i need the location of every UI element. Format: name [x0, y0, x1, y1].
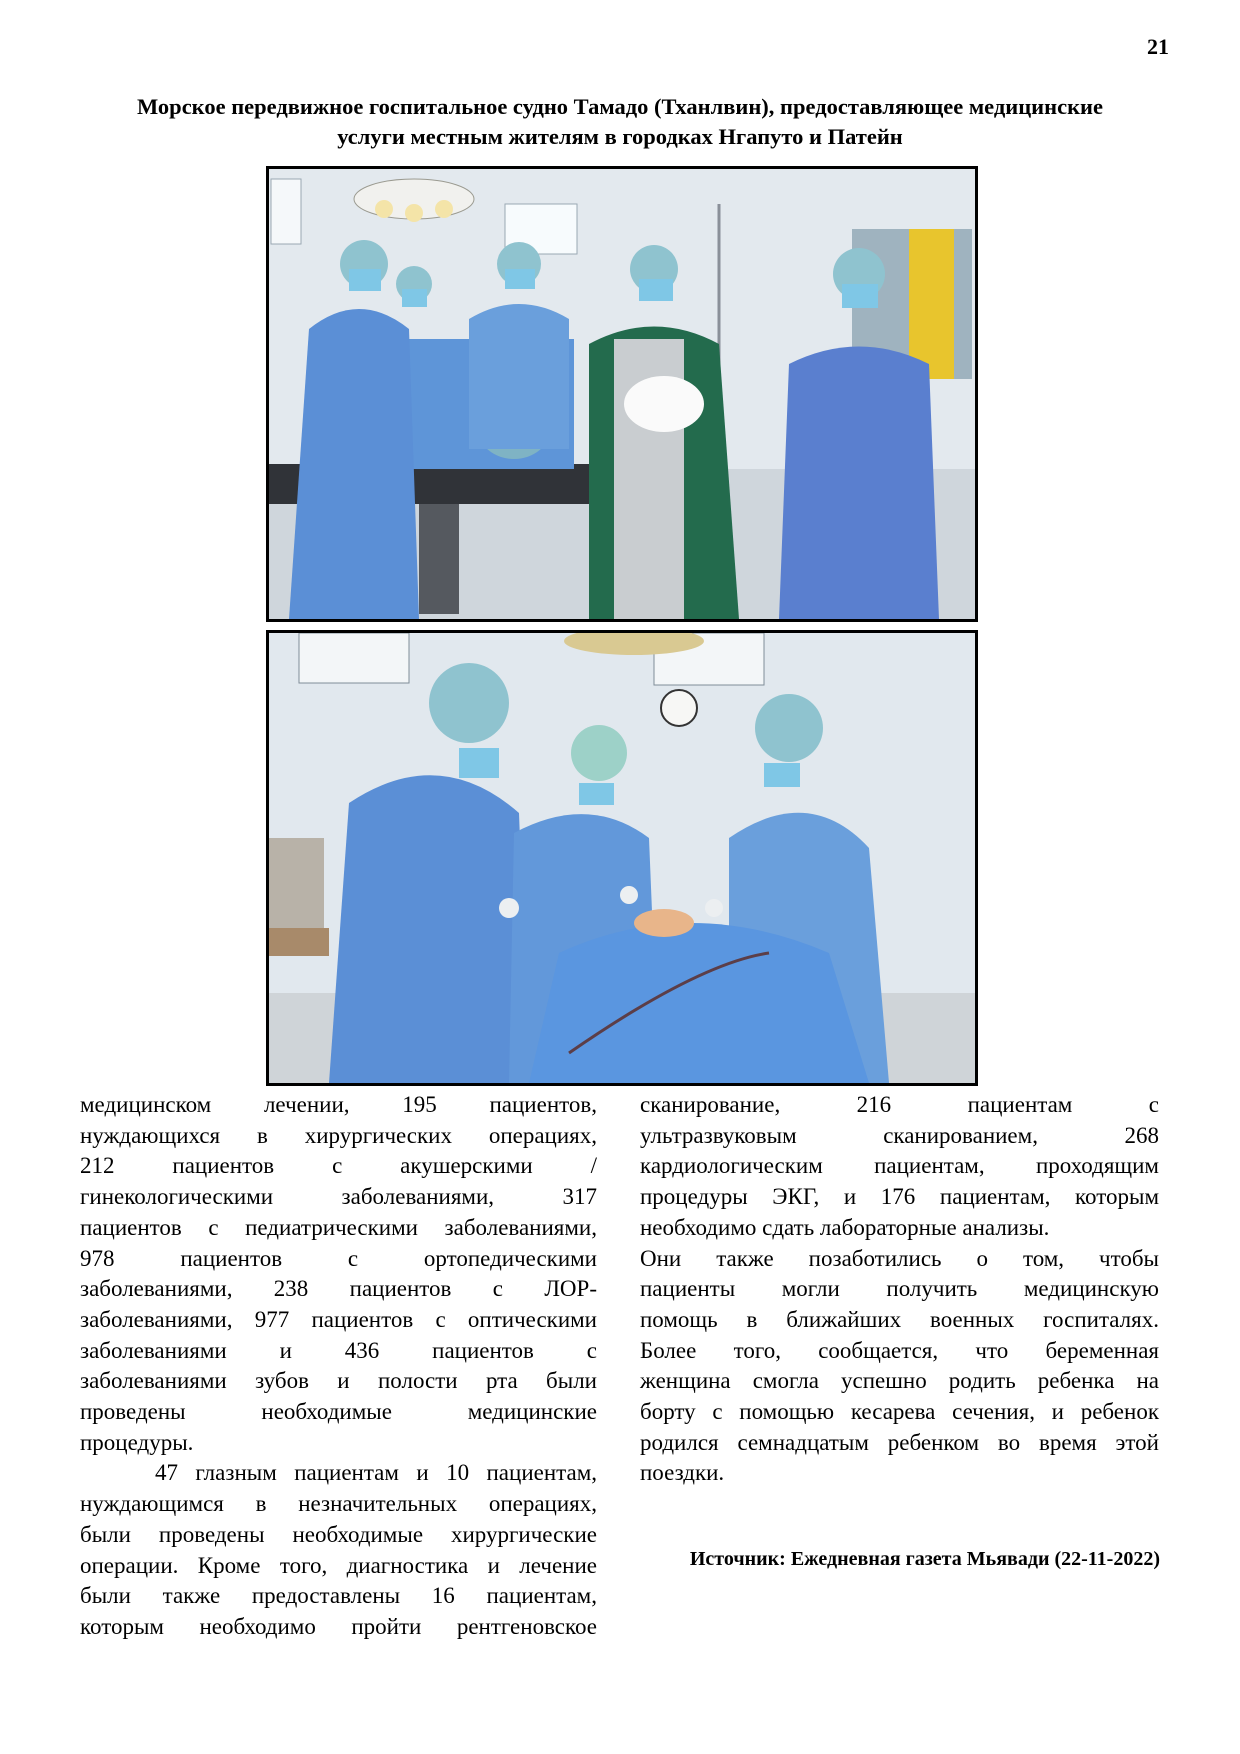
headline-line-2: услуги местным жителям в городках Нгапуто и Патейн — [337, 124, 903, 149]
text-line: ультразвуковым сканированием, 268 — [640, 1122, 1159, 1148]
page-number: 21 — [1147, 34, 1169, 59]
photo-medical-team-with-newborn — [266, 166, 978, 622]
article-headline — [60, 92, 1180, 152]
text-line: 212 пациентов с акушерскими / — [80, 1153, 597, 1179]
text-line: родился семнадцатым ребенком во время этой — [640, 1429, 1159, 1455]
text-line: заболеваниями, 977 пациентов с оптическими — [80, 1306, 597, 1332]
text-line: поездки. — [640, 1460, 725, 1486]
article-right-column — [640, 1090, 1159, 1489]
text-line: гинекологическими заболеваниями, 317 — [80, 1184, 597, 1210]
text-line: женщина смогла успешно родить ребенка на — [640, 1368, 1159, 1394]
text-line: процедуры. — [80, 1429, 194, 1455]
text-line: были также предоставлены 16 пациентам, — [80, 1583, 597, 1609]
text-line: заболеваниями и 436 пациентов с — [80, 1337, 597, 1363]
text-line: помощь в ближайших военных госпиталях. — [640, 1306, 1159, 1332]
text-line: 978 пациентов с ортопедическими — [80, 1245, 597, 1271]
left-paragraph-1 — [80, 1090, 597, 1458]
text-line: Более того, сообщается, что беременная — [640, 1337, 1159, 1363]
text-line: заболеваниями зубов и полости рта были — [80, 1368, 597, 1394]
text-line: были проведены необходимые хирургические — [80, 1521, 597, 1547]
text-line: борту с помощью кесарева сечения, и ребенок — [640, 1399, 1159, 1425]
photo-2-illustration — [269, 633, 975, 1083]
text-line: кардиологическим пациентам, проходящим — [640, 1153, 1159, 1179]
text-line: пациентов с педиатрическими заболеваниями, — [80, 1214, 597, 1240]
right-paragraph-2 — [640, 1244, 1159, 1490]
text-line: Они также позаботились о том, чтобы — [640, 1245, 1159, 1271]
text-line: которым необходимо пройти рентгеновское — [80, 1613, 597, 1639]
right-paragraph-1 — [640, 1090, 1159, 1244]
headline-line-1: Морское передвижное госпитальное судно Тамадо (Тханлвин), предоставляющее медицинские — [136, 94, 1104, 119]
text-line: пациенты могли получить медицинскую — [640, 1276, 1159, 1302]
text-line: проведены необходимые медицинские — [80, 1399, 597, 1425]
photo-surgery-in-progress — [266, 630, 978, 1086]
article-source: Источник: Ежедневная газета Мьявади (22-11-2022) — [689, 1548, 1160, 1570]
text-line: процедуры ЭКГ, и 176 пациентам, которым — [640, 1184, 1159, 1210]
text-line: нуждающимся в незначительных операциях, — [80, 1491, 597, 1517]
text-line: 47 глазным пациентам и 10 пациентам, — [155, 1460, 597, 1486]
text-line: нуждающихся в хирургических операциях, — [80, 1122, 597, 1148]
text-line: заболеваниями, 238 пациентов с ЛОР- — [80, 1276, 597, 1302]
article-left-column — [80, 1090, 597, 1643]
text-line: операции. Кроме того, диагностика и лечение — [80, 1552, 597, 1578]
text-line: необходимо сдать лабораторные анализы. — [640, 1214, 1050, 1240]
text-line: сканирование, 216 пациентам с — [640, 1092, 1159, 1117]
left-paragraph-2 — [80, 1458, 597, 1642]
photo-1-illustration — [269, 169, 975, 619]
text-line: медицинском лечении, 195 пациентов, — [80, 1092, 597, 1117]
